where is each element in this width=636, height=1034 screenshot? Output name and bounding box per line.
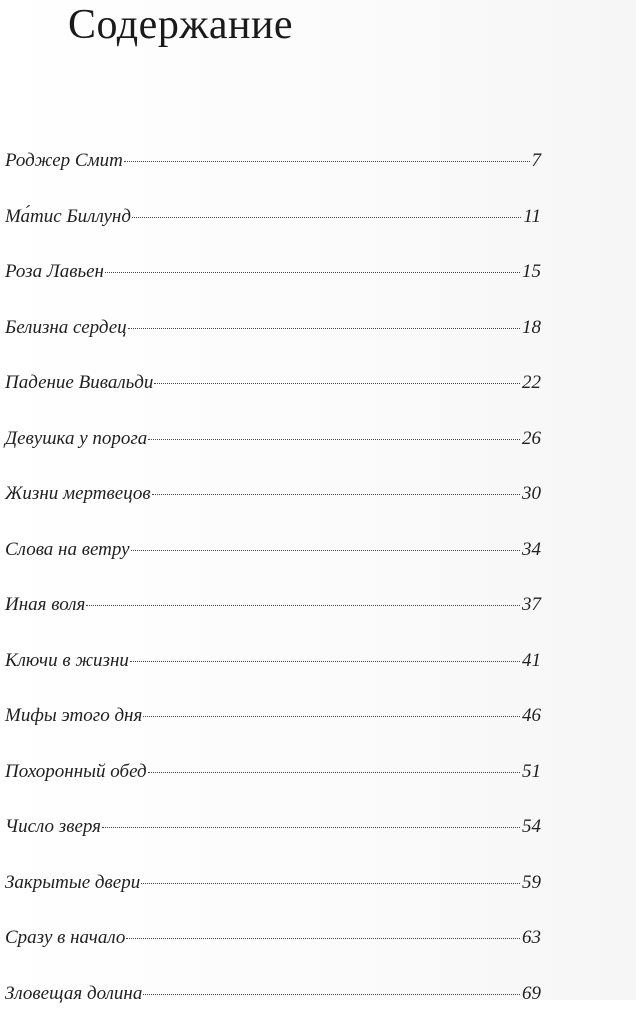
toc-entry-page-number: 15	[522, 257, 541, 287]
toc-entry	[5, 313, 541, 369]
toc-entry-page-number: 69	[522, 979, 541, 1009]
toc-entry-page-number: 22	[522, 368, 541, 398]
toc-dot-leader	[130, 661, 520, 662]
toc-entry-title: Похоронный обед	[5, 757, 147, 787]
toc-entry	[5, 202, 541, 258]
toc-entry-page-number: 59	[522, 868, 541, 898]
toc-dot-leader	[105, 272, 520, 273]
toc-entry-page-number: 41	[522, 646, 541, 676]
toc-entry-title: Девушка у порога	[5, 424, 147, 454]
toc-entry-title: Иная воля	[5, 590, 85, 620]
toc-dot-leader	[131, 550, 520, 551]
toc-entry-page-number: 11	[523, 202, 541, 232]
toc-entry	[5, 257, 541, 313]
toc-entry-title: Падение Вивальди	[5, 368, 153, 398]
toc-entry-page-number: 37	[522, 590, 541, 620]
toc-entry-title: Ма́тис Биллунд	[5, 202, 131, 232]
toc-entry	[5, 479, 541, 535]
toc-entry-title: Сразу в начало	[5, 923, 125, 953]
toc-entry-title: Роджер Смит	[5, 146, 123, 176]
toc-entry	[5, 590, 541, 646]
toc-dot-leader	[143, 994, 520, 995]
toc-entry-title: Зловещая долина	[5, 979, 142, 1009]
toc-dot-leader	[141, 883, 520, 884]
toc-entry	[5, 923, 541, 979]
page-title: Содержание	[68, 2, 293, 48]
toc-entry-title: Мифы этого дня	[5, 701, 142, 731]
toc-entry	[5, 701, 541, 757]
toc-entry-title: Жизни мертвецов	[5, 479, 151, 509]
toc-dot-leader	[102, 827, 520, 828]
toc-entry	[5, 535, 541, 591]
toc-entry-page-number: 54	[522, 812, 541, 842]
toc-entry-page-number: 63	[522, 923, 541, 953]
toc-entry-title: Роза Лавьен	[5, 257, 104, 287]
toc-entry	[5, 424, 541, 480]
toc-dot-leader	[152, 494, 520, 495]
toc-dot-leader	[154, 383, 520, 384]
toc-entry	[5, 868, 541, 924]
toc-entry	[5, 812, 541, 868]
toc-entry	[5, 146, 541, 202]
toc-entry	[5, 646, 541, 702]
toc-dot-leader	[126, 938, 520, 939]
toc-entry-title: Белизна сердец	[5, 313, 127, 343]
toc-dot-leader	[132, 217, 521, 218]
toc-entry-title: Закрытые двери	[5, 868, 140, 898]
toc-entry	[5, 979, 541, 1034]
toc-dot-leader	[143, 716, 520, 717]
toc-entry-page-number: 34	[522, 535, 541, 565]
toc-entry	[5, 368, 541, 424]
toc-entry-page-number: 30	[522, 479, 541, 509]
toc-entry	[5, 757, 541, 813]
toc-entry-page-number: 18	[522, 313, 541, 343]
toc-dot-leader	[148, 439, 520, 440]
toc-entry-page-number: 26	[522, 424, 541, 454]
toc-entry-title: Число зверя	[5, 812, 101, 842]
toc-dot-leader	[124, 161, 530, 162]
toc-entry-title: Ключи в жизни	[5, 646, 129, 676]
toc-entry-title: Слова на ветру	[5, 535, 130, 565]
toc-dot-leader	[128, 328, 520, 329]
toc-entry-page-number: 51	[522, 757, 541, 787]
toc-dot-leader	[148, 772, 520, 773]
toc-entry-page-number: 7	[532, 146, 542, 176]
toc-dot-leader	[86, 605, 520, 606]
toc-entry-page-number: 46	[522, 701, 541, 731]
table-of-contents	[5, 146, 541, 1034]
